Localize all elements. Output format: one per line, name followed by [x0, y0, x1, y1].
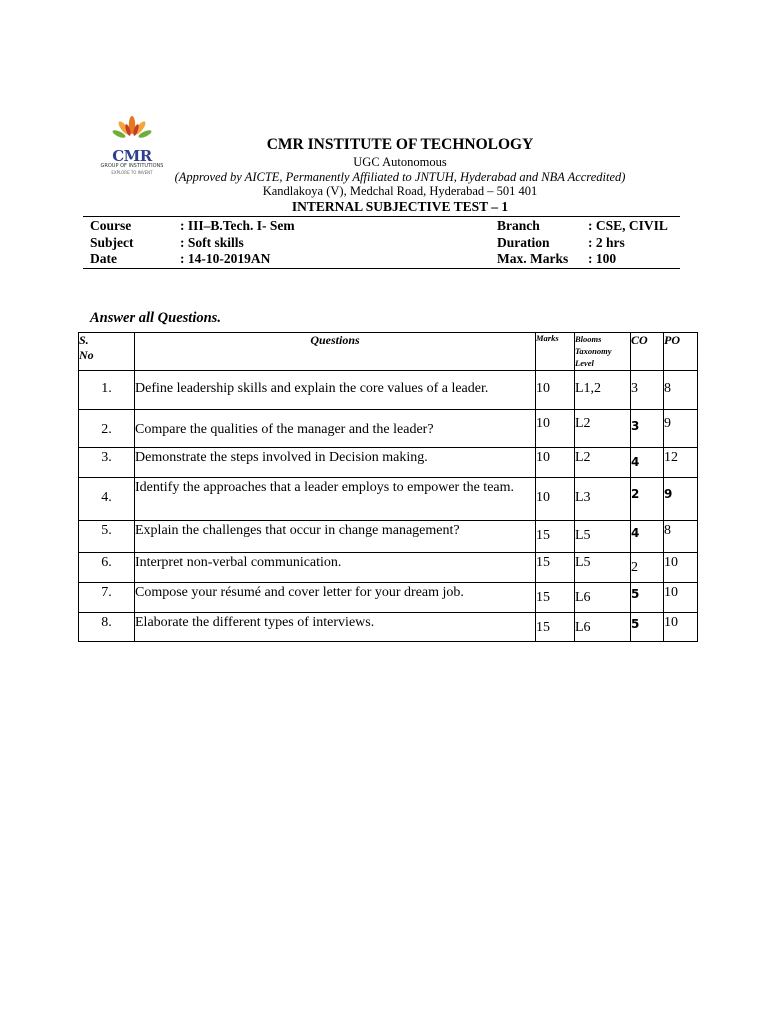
- header-blooms-line3: Level: [575, 358, 594, 368]
- header-divider: [83, 216, 680, 217]
- table-row: [79, 410, 698, 448]
- logo-subtitle: GROUP OF INSTITUTIONS: [100, 163, 164, 169]
- row-level: L5: [575, 521, 631, 553]
- course-value: : III–B.Tech. I- Sem: [180, 218, 295, 233]
- row-po: 10: [664, 613, 698, 642]
- subject-label: Subject: [90, 234, 134, 250]
- row-level: L5: [575, 553, 631, 583]
- table-header-row: [79, 333, 698, 371]
- row-po: 10: [664, 553, 698, 583]
- row-question: Explain the challenges that occur in change management?: [135, 521, 536, 553]
- row-po: 9: [664, 478, 698, 521]
- header-questions: Questions: [135, 333, 536, 371]
- logo-wordmark: CMR: [112, 147, 152, 165]
- row-marks: 15: [536, 583, 575, 613]
- row-question: Interpret non-verbal communication.: [135, 553, 536, 583]
- row-marks: 10: [536, 410, 575, 448]
- row-co: 4: [631, 521, 664, 553]
- subject-value: : Soft skills: [180, 234, 244, 250]
- row-co: 4: [631, 448, 664, 478]
- row-marks: 10: [536, 371, 575, 410]
- row-po: 12: [664, 448, 698, 478]
- row-question: Compare the qualities of the manager and the leader?: [135, 410, 536, 448]
- row-question: Identify the approaches that a leader employs to empower the team.: [135, 478, 536, 521]
- header-sno-line2: No: [79, 348, 94, 362]
- row-question: Elaborate the different types of interviews.: [135, 613, 536, 642]
- header-marks: Marks: [536, 333, 575, 371]
- duration-value: : 2 hrs: [588, 234, 625, 250]
- row-level: L2: [575, 410, 631, 448]
- header-blooms-line1: Blooms: [575, 334, 602, 344]
- meta-divider: [83, 268, 680, 269]
- row-marks: 10: [536, 478, 575, 521]
- table-row: [79, 448, 698, 478]
- row-co: 2: [631, 553, 664, 583]
- table-row: [79, 613, 698, 642]
- duration-label: Duration: [497, 234, 550, 250]
- row-co: 2: [631, 478, 664, 521]
- meta-left-values: [180, 218, 295, 268]
- table-row: [79, 478, 698, 521]
- row-question: Demonstrate the steps involved in Decision making.: [135, 448, 536, 478]
- row-sno: 1.: [79, 371, 135, 410]
- table-row: [79, 553, 698, 583]
- header-sno-line1: S.: [79, 333, 89, 347]
- institute-title: CMR INSTITUTE OF TECHNOLOGY: [266, 136, 534, 153]
- row-marks: 15: [536, 553, 575, 583]
- row-marks: 15: [536, 521, 575, 553]
- table-row: [79, 371, 698, 410]
- meta-right-labels: [497, 218, 568, 268]
- row-level: L6: [575, 583, 631, 613]
- row-level: L3: [575, 478, 631, 521]
- max-marks-label: Max. Marks: [497, 251, 569, 266]
- row-sno: 5.: [79, 521, 135, 553]
- row-co: 3: [631, 410, 664, 448]
- date-value: : 14-10-2019AN: [180, 251, 271, 266]
- row-sno: 7.: [79, 583, 135, 613]
- header-po: PO: [664, 333, 698, 371]
- course-label: Course: [90, 218, 132, 233]
- test-title: INTERNAL SUBJECTIVE TEST – 1: [291, 199, 509, 214]
- row-level: L6: [575, 613, 631, 642]
- meta-right-values: [588, 218, 668, 268]
- logo-tagline: EXPLORE TO INVENT: [111, 170, 153, 175]
- row-level: L1,2: [575, 371, 631, 410]
- meta-left-labels: [90, 218, 134, 268]
- row-sno: 8.: [79, 613, 135, 642]
- row-question: Compose your résumé and cover letter for your dream job.: [135, 583, 536, 613]
- row-sno: 6.: [79, 553, 135, 583]
- branch-value: : CSE, CIVIL: [588, 218, 668, 233]
- row-co: 5: [631, 613, 664, 642]
- row-level: L2: [575, 448, 631, 478]
- row-po: 10: [664, 583, 698, 613]
- row-co: 5: [631, 583, 664, 613]
- ugc-status: UGC Autonomous: [353, 155, 447, 169]
- row-marks: 10: [536, 448, 575, 478]
- row-co: 3: [631, 371, 664, 410]
- row-po: 9: [664, 410, 698, 448]
- row-question: Define leadership skills and explain the core values of a leader.: [135, 371, 536, 410]
- row-po: 8: [664, 521, 698, 553]
- header-blooms: [575, 333, 631, 371]
- row-marks: 15: [536, 613, 575, 642]
- table-row: [79, 583, 698, 613]
- row-po: 8: [664, 371, 698, 410]
- row-sno: 3.: [79, 448, 135, 478]
- approval-note: (Approved by AICTE, Permanently Affiliated to JNTUH, Hyderabad and NBA Accredited): [174, 170, 626, 184]
- row-sno: 2.: [79, 410, 135, 448]
- instructions: Answer all Questions.: [90, 310, 221, 326]
- header-sno: [79, 333, 135, 371]
- header-co: CO: [631, 333, 664, 371]
- header-blooms-line2: Taxonomy: [575, 346, 612, 356]
- questions-table: [78, 332, 698, 642]
- institute-address: Kandlakoya (V), Medchal Road, Hyderabad – 501 401: [262, 184, 538, 198]
- date-label: Date: [90, 251, 117, 266]
- table-row: [79, 521, 698, 553]
- branch-label: Branch: [497, 218, 540, 233]
- max-marks-value: : 100: [588, 251, 617, 266]
- row-sno: 4.: [79, 478, 135, 521]
